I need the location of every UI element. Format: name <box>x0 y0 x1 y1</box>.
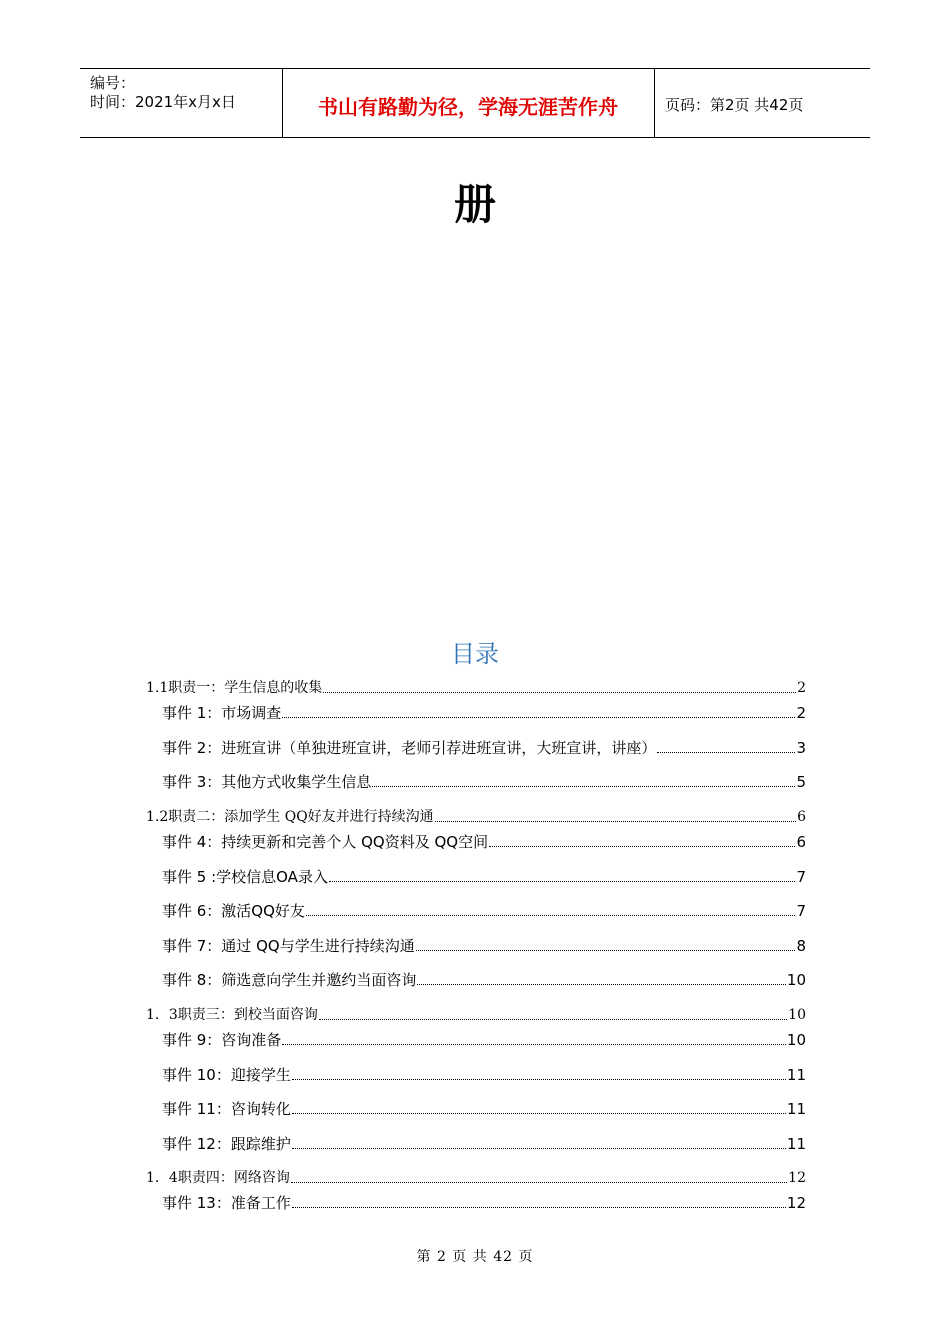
toc-leader-dots <box>417 983 786 985</box>
toc-leader-dots <box>292 1206 786 1208</box>
toc-entry[interactable] <box>162 1065 806 1085</box>
toc-entry[interactable] <box>162 1030 806 1050</box>
page-footer: 第 2 页 共 42 页 <box>416 1249 534 1265</box>
toc-entry[interactable] <box>146 807 806 827</box>
toc-leader-dots <box>291 1181 787 1183</box>
toc-entry[interactable] <box>162 832 806 852</box>
header-page-info: 页码：第2页 共42页 <box>665 96 804 114</box>
toc-entry-text: 事件 9：咨询准备 <box>162 1031 282 1049</box>
toc-entry-page: 11 <box>786 1066 806 1084</box>
toc-leader-dots <box>306 914 796 916</box>
toc-entry-text: 事件 11：咨询转化 <box>162 1100 291 1118</box>
toc-entry[interactable] <box>162 738 806 758</box>
date-label: 时间：2021年x月x日 <box>90 93 236 111</box>
toc-entry-text: 事件 3：其他方式收集学生信息 <box>162 773 372 791</box>
toc-entry-page: 6 <box>797 809 806 825</box>
header-meta-cell <box>80 69 283 137</box>
toc-entry-page: 7 <box>796 902 806 920</box>
toc-entry-page: 10 <box>786 971 806 989</box>
toc-entry-page: 12 <box>788 1170 806 1186</box>
toc-entry[interactable] <box>162 1099 806 1119</box>
toc-leader-dots <box>282 1043 786 1045</box>
toc-entry[interactable] <box>162 772 806 792</box>
toc-leader-dots <box>372 785 795 787</box>
toc-entry-text: 1．3职责三：到校当面咨询 <box>146 1007 318 1023</box>
toc-leader-dots <box>292 1078 786 1080</box>
header-motto-cell <box>282 69 655 137</box>
header-page-cell <box>655 69 870 137</box>
toc-entry[interactable] <box>162 970 806 990</box>
toc-leader-dots <box>292 1112 786 1114</box>
toc-entry-page: 7 <box>796 868 806 886</box>
toc-entry[interactable] <box>146 1005 806 1025</box>
toc-entry[interactable] <box>146 1168 806 1188</box>
toc-heading: 目录 <box>451 640 499 668</box>
toc-entry-text: 事件 5 :学校信息OA录入 <box>162 868 328 886</box>
toc-entry-page: 10 <box>788 1007 806 1023</box>
toc-leader-dots <box>323 691 796 693</box>
toc-entry[interactable] <box>162 1193 806 1213</box>
toc-entry[interactable] <box>146 678 806 698</box>
toc-entry-text: 事件 12：跟踪维护 <box>162 1135 291 1153</box>
toc-entry-text: 事件 7：通过 QQ与学生进行持续沟通 <box>162 937 415 955</box>
toc-entry[interactable] <box>162 703 806 723</box>
toc-entry-text: 1．4职责四：网络咨询 <box>146 1170 290 1186</box>
toc-entry-page: 3 <box>796 739 806 757</box>
header-motto: 书山有路勤为径，学海无涯苦作舟 <box>318 95 618 119</box>
toc-entry-page: 5 <box>796 773 806 791</box>
toc-entry-text: 事件 8：筛选意向学生并邀约当面咨询 <box>162 971 417 989</box>
page-title: 册 <box>453 180 496 229</box>
toc-entry[interactable] <box>162 1134 806 1154</box>
toc-leader-dots <box>329 880 796 882</box>
toc-leader-dots <box>319 1018 787 1020</box>
toc-leader-dots <box>292 1147 786 1149</box>
toc-entry-page: 10 <box>786 1031 806 1049</box>
toc-entry-text: 1.1职责一：学生信息的收集 <box>146 680 323 696</box>
toc-entry-text: 1.2职责二：添加学生 QQ好友并进行持续沟通 <box>146 809 434 825</box>
toc-leader-dots <box>657 751 795 753</box>
toc-leader-dots <box>489 845 795 847</box>
toc-leader-dots <box>416 949 796 951</box>
toc-entry-page: 2 <box>796 704 806 722</box>
toc-entry[interactable] <box>162 867 806 887</box>
toc-entry-page: 2 <box>797 680 806 696</box>
toc-entry-page: 11 <box>786 1135 806 1153</box>
toc-leader-dots <box>282 716 795 718</box>
toc-leader-dots <box>435 820 796 822</box>
toc-entry-text: 事件 4：持续更新和完善个人 QQ资料及 QQ空间 <box>162 833 489 851</box>
toc-entry-page: 8 <box>796 937 806 955</box>
page-header <box>80 68 870 138</box>
number-label: 编号： <box>90 74 136 92</box>
toc-entry[interactable] <box>162 901 806 921</box>
toc-entry-page: 12 <box>786 1194 806 1212</box>
toc-entry-page: 6 <box>796 833 806 851</box>
toc-entry-text: 事件 13：准备工作 <box>162 1194 291 1212</box>
toc-entry[interactable] <box>162 936 806 956</box>
toc-entry-page: 11 <box>786 1100 806 1118</box>
toc-entry-text: 事件 1：市场调查 <box>162 704 282 722</box>
toc-entry-text: 事件 6：激活QQ好友 <box>162 902 305 920</box>
toc-entry-text: 事件 2：进班宣讲（单独进班宣讲，老师引荐进班宣讲，大班宣讲，讲座） <box>162 739 657 757</box>
toc-entry-text: 事件 10：迎接学生 <box>162 1066 291 1084</box>
